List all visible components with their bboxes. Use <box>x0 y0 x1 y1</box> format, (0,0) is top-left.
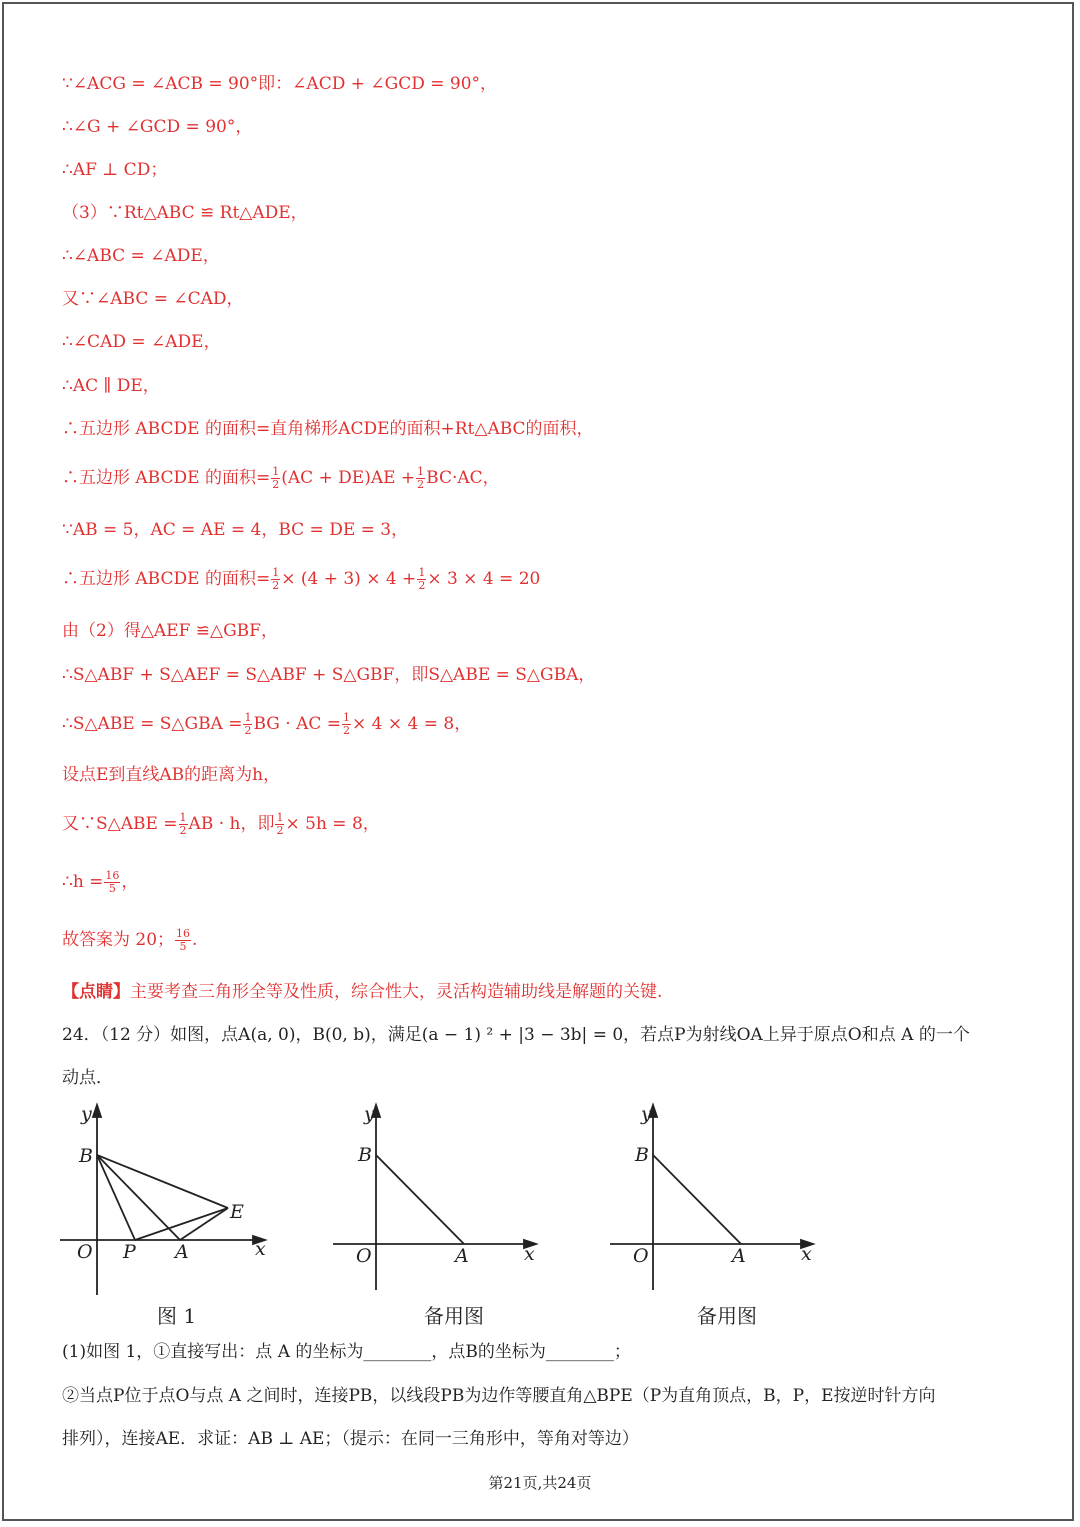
fraction-denominator: 2 <box>272 579 280 592</box>
label-O: O <box>77 1241 93 1263</box>
solution-line-2: ∴∠G + ∠GCD = 90°， <box>62 117 253 137</box>
solution-line-7: ∴∠CAD = ∠ADE， <box>62 332 221 352</box>
fraction-numerator: 1 <box>343 711 351 724</box>
solution-line-1: ∵∠ACG = ∠ACB = 90°即：∠ACD + ∠GCD = 90°， <box>62 74 498 94</box>
problem-line-2: 动点． <box>62 1068 113 1088</box>
label-B: B <box>358 1144 372 1166</box>
label-x: x <box>524 1243 535 1265</box>
fraction-denominator: 2 <box>244 724 252 737</box>
fraction-half <box>271 567 280 592</box>
fraction-denominator: 2 <box>179 824 187 837</box>
fraction-numerator: 1 <box>276 811 284 824</box>
h-eq-prefix: 又∵S△ABE = <box>62 814 178 834</box>
label-B: B <box>635 1144 649 1166</box>
solution-line-3: ∴AF ⊥ CD； <box>62 160 168 180</box>
problem-line-1: 24．（12 分）如图，点A(a, 0)，B(0, b)，满足(a − 1) ² + |3 − 3b| = 0，若点P为射线OA上异于原点O和点 A 的一个 <box>62 1025 970 1045</box>
fraction-numerator: 1 <box>272 566 280 579</box>
h-equation-line <box>62 812 380 837</box>
answer-prefix: 故答案为 20； <box>62 930 175 950</box>
fraction-half <box>179 812 188 837</box>
page-number-footer: 第21页,共24页 <box>488 1474 592 1492</box>
solution-line-8: ∴AC ∥ DE， <box>62 376 160 396</box>
fraction-numerator: 1 <box>179 811 187 824</box>
s-line: ∴S△ABF + S△AEF = S△ABF + S△GBF，即S△ABE = S△GBA， <box>62 665 596 685</box>
question-2-line-1: ②当点P位于点O与点 A 之间时，连接PB，以线段PB为边作等腰直角△BPE（P为直角顶点，B，P，E按逆时针方向 <box>62 1386 936 1406</box>
area-formula-mid: (AC + DE)AE + <box>281 468 416 488</box>
fraction-denominator: 5 <box>108 882 116 895</box>
fraction-denominator: 2 <box>343 724 351 737</box>
label-A: A <box>732 1245 746 1267</box>
fraction-half <box>416 466 425 491</box>
label-E: E <box>230 1201 244 1223</box>
area-value-mid: × (4 + 3) × 4 + <box>281 569 417 589</box>
label-x: x <box>255 1238 266 1260</box>
comment-tag: 【点睛】 <box>62 982 130 1002</box>
figure-1-diagram <box>55 1100 270 1300</box>
spare-diagram-2 <box>605 1100 820 1300</box>
h-value-prefix: ∴h = <box>62 872 104 892</box>
question-1: (1)如图 1，①直接写出：点 A 的坐标为________，点B的坐标为________； <box>62 1342 631 1362</box>
segment-BA <box>376 1155 464 1244</box>
fraction-half <box>271 466 280 491</box>
label-O: O <box>633 1245 649 1267</box>
label-y: y <box>81 1103 92 1125</box>
solution-line-9: ∴五边形 ABCDE 的面积=直角梯形ACDE的面积+Rt△ABC的面积， <box>62 419 594 439</box>
solution-line-6: 又∵∠ABC = ∠CAD， <box>62 289 244 309</box>
label-A: A <box>455 1245 469 1267</box>
area-formula-line <box>62 466 500 491</box>
area-value-line <box>62 567 540 592</box>
h-eq-mid: AB · h，即 <box>188 814 275 834</box>
h-value-line <box>62 870 138 895</box>
area-value-tail: × 3 × 4 = 20 <box>427 569 541 589</box>
fraction-half <box>275 812 284 837</box>
solution-line-5: ∴∠ABC = ∠ADE， <box>62 246 220 266</box>
s-value-line <box>62 712 471 737</box>
label-O: O <box>356 1245 372 1267</box>
label-P: P <box>123 1241 136 1263</box>
fraction-sixteen-fifths <box>175 928 191 953</box>
fraction-numerator: 1 <box>418 566 426 579</box>
congruence-line: 由（2）得△AEF ≌△GBF， <box>62 621 278 641</box>
label-B: B <box>79 1145 93 1167</box>
fraction-half <box>417 567 426 592</box>
fraction-numerator: 1 <box>417 465 425 478</box>
comment-text: 主要考查三角形全等及性质，综合性大，灵活构造辅助线是解题的关键. <box>130 982 663 1002</box>
area-formula-tail: BC·AC， <box>426 468 500 488</box>
fraction-denominator: 5 <box>179 940 187 953</box>
given-line: ∵AB = 5，AC = AE = 4，BC = DE = 3， <box>62 520 409 540</box>
label-x: x <box>801 1243 812 1265</box>
segment-PE <box>135 1208 228 1240</box>
h-value-tail: ， <box>121 872 139 892</box>
fraction-denominator: 2 <box>276 824 284 837</box>
segment-AE <box>180 1208 228 1240</box>
y-axis-arrow <box>93 1105 101 1117</box>
s-value-tail: × 4 × 4 = 8， <box>352 714 472 734</box>
area-formula-prefix: ∴五边形 ABCDE 的面积= <box>62 468 271 488</box>
label-A: A <box>175 1241 189 1263</box>
spare-caption-2: 备用图 <box>697 1304 757 1328</box>
figure-1-caption: 图 1 <box>157 1304 197 1328</box>
fraction-numerator: 1 <box>244 711 252 724</box>
fraction-numerator: 16 <box>176 927 191 940</box>
fraction-numerator: 1 <box>272 465 280 478</box>
answer-line <box>62 928 197 953</box>
distance-line: 设点E到直线AB的距离为h， <box>62 765 281 785</box>
fraction-numerator: 16 <box>105 869 120 882</box>
answer-tail: . <box>192 930 198 950</box>
fraction-half <box>342 712 351 737</box>
segment-BA <box>653 1155 741 1244</box>
h-eq-tail: × 5h = 8， <box>285 814 380 834</box>
fraction-half <box>243 712 252 737</box>
comment-line <box>62 980 662 1004</box>
label-y: y <box>641 1103 652 1125</box>
s-value-mid: BG · AC = <box>253 714 342 734</box>
spare-diagram-1 <box>328 1100 543 1300</box>
solution-line-4: （3）∵Rt△ABC ≌ Rt△ADE， <box>62 203 308 223</box>
fraction-denominator: 2 <box>417 478 425 491</box>
fraction-denominator: 2 <box>418 579 426 592</box>
fraction-denominator: 2 <box>272 478 280 491</box>
s-value-prefix: ∴S△ABE = S△GBA = <box>62 714 243 734</box>
spare-caption-1: 备用图 <box>424 1304 484 1328</box>
label-y: y <box>364 1103 375 1125</box>
question-2-line-2: 排列），连接AE．求证：AB ⊥ AE；（提示：在同一三角形中，等角对等边） <box>62 1429 639 1449</box>
segment-BA <box>97 1155 180 1240</box>
area-value-prefix: ∴五边形 ABCDE 的面积= <box>62 569 271 589</box>
fraction-sixteen-fifths <box>104 870 120 895</box>
